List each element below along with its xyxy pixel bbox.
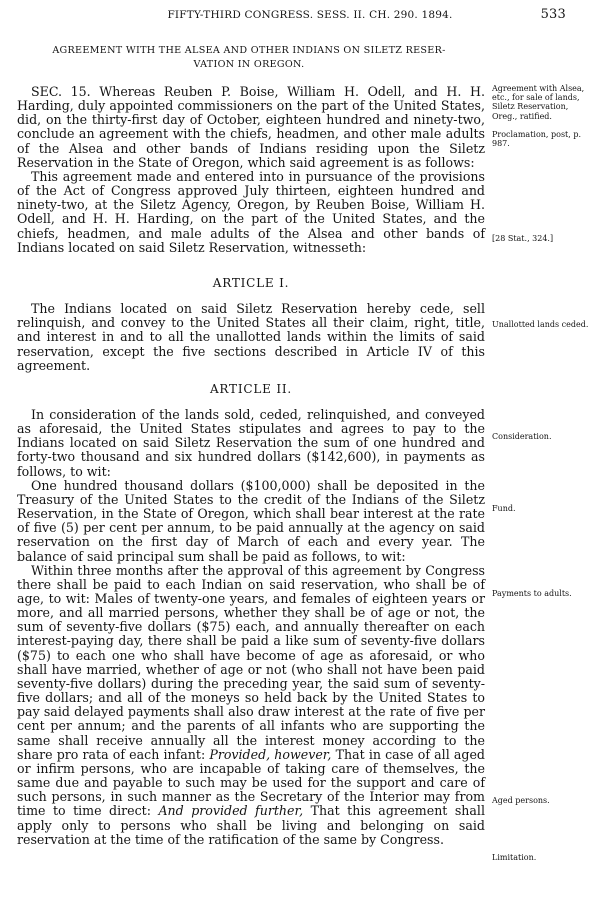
proviso-further: And provided further, — [158, 803, 304, 819]
margin-note-agreement: Agreement with Alsea, etc., for sale of lands, Siletz Reservation, Oreg., ratified. — [492, 84, 585, 121]
margin-note-proclamation: Proclamation, post, p. 987. — [492, 130, 582, 149]
payments-text: Within three months after the approval of this agreement by Congress there shall be paid to each Indian on said reservation, who shall be of age, to wit: Males of twenty-one years, and females of eighteen years or more, and all married persons, whether they shall be of age or not, the sum of seventy-five dollars ($75) each, and annually thereafter on each interest-paying day, there shall be paid a like sum of seventy-five dollars ($75) to each one who shall have become of age as aforesaid, or who shall have married, whether of age or not (who shall not have been paid seventy-five dollars) during the preceding year, the said sum of seventy-five dollars; and all of the moneys so held back by the United States to pay said delayed payments shall also draw interest at the rate of five per cent per annum; and the parents of all infants who are supporting the same shall receive annually all the interest money according to the share pro rata of each infant: — [17, 562, 485, 762]
paragraph-preamble: SEC. 15. Whereas Reuben P. Boise, William H. Odell, and H. H. Harding, duly appointed commissioners on the part of the United States, did, on the thirty-first day of October, eighteen hundred and ninety-two, conclude an agreement with the chiefs, headmen, and other male adults of the Alsea and other bands of Indians residing upon the Siletz Reservation in the State of Oregon, which said agreement is as follows: — [17, 84, 485, 170]
aged-persons-text: That in case of all aged or infirm persons, who are incapable of taking care of themselves, the same due and payable to such may be used for the support and care of such persons, in such manner as the Secretary of the Interior may from time to time direct: — [17, 746, 485, 819]
paragraph-agreement-intro: This agreement made and entered into in pursuance of the provisions of the Act of Congress approved July thirteen, eighteen hundred and ninety-two, at the Siletz Agency, Oregon, by Reuben Boise, William H. Odell, and H. H. Harding, on the part of the United States, and the chiefs, headmen, and male adults of the Alsea and other bands of Indians located on said Siletz Reservation, witnesseth: — [17, 168, 485, 255]
margin-note-aged: Aged persons. — [492, 796, 550, 805]
article-1-heading: ARTICLE I. — [212, 275, 290, 290]
paragraph-payments — [17, 564, 485, 847]
margin-note-fund: Fund. — [492, 504, 516, 513]
margin-note-limitation: Limitation. — [492, 853, 537, 862]
main-text — [17, 85, 485, 847]
margin-note-unallotted: Unallotted lands ceded. — [492, 320, 589, 329]
margin-note-consideration: Consideration. — [492, 432, 552, 441]
running-head: FIFTY-THIRD CONGRESS. SESS. II. CH. 290. 1894. — [167, 9, 453, 21]
article-2-heading: ARTICLE II. — [209, 381, 293, 396]
paragraph-article-1: The Indians located on said Siletz Reservation hereby cede, sell relinquish, and convey to the United States all their claim, right, title, and interest in and to all the unallotted lands within the limits of said reservation, except the five sections described in Article IV of this agreement. — [17, 301, 485, 373]
paragraph-fund: One hundred thousand dollars ($100,000) shall be deposited in the Treasury of the United States to the credit of the Indians of the Siletz Reservation, in the State of Oregon, which shall bear interest at the rate of five (5) per cent per annum, to be paid annually at the agency on said reservation on the first day of March of each and every year. The balance of said principal sum shall be paid as follows, to wit: — [17, 477, 485, 564]
title-line-2: VATION IN OREGON. — [193, 59, 305, 70]
limitation-text: That this agreement shall apply only to persons who shall be living and belonging on said reservation at the time of the ratification of the same by Congress. — [17, 803, 485, 847]
margin-note-statute: [28 Stat., 324.] — [492, 234, 554, 243]
margin-note-payments: Payments to adults. — [492, 589, 572, 598]
section-title — [16, 44, 482, 72]
title-line-1: AGREEMENT WITH THE ALSEA AND OTHER INDIANS ON SILETZ RESER- — [52, 45, 446, 56]
proviso-however: Provided, however, — [209, 746, 332, 762]
paragraph-consideration: In consideration of the lands sold, ceded, relinquished, and conveyed as aforesaid, the United States stipulates and agrees to pay to the Indians located on said Siletz Reservation the sum of one hundred and forty-two thousand and six hundred dollars ($142,600), in payments as follows, to wit: — [17, 406, 485, 479]
page-number: 533 — [540, 7, 566, 22]
